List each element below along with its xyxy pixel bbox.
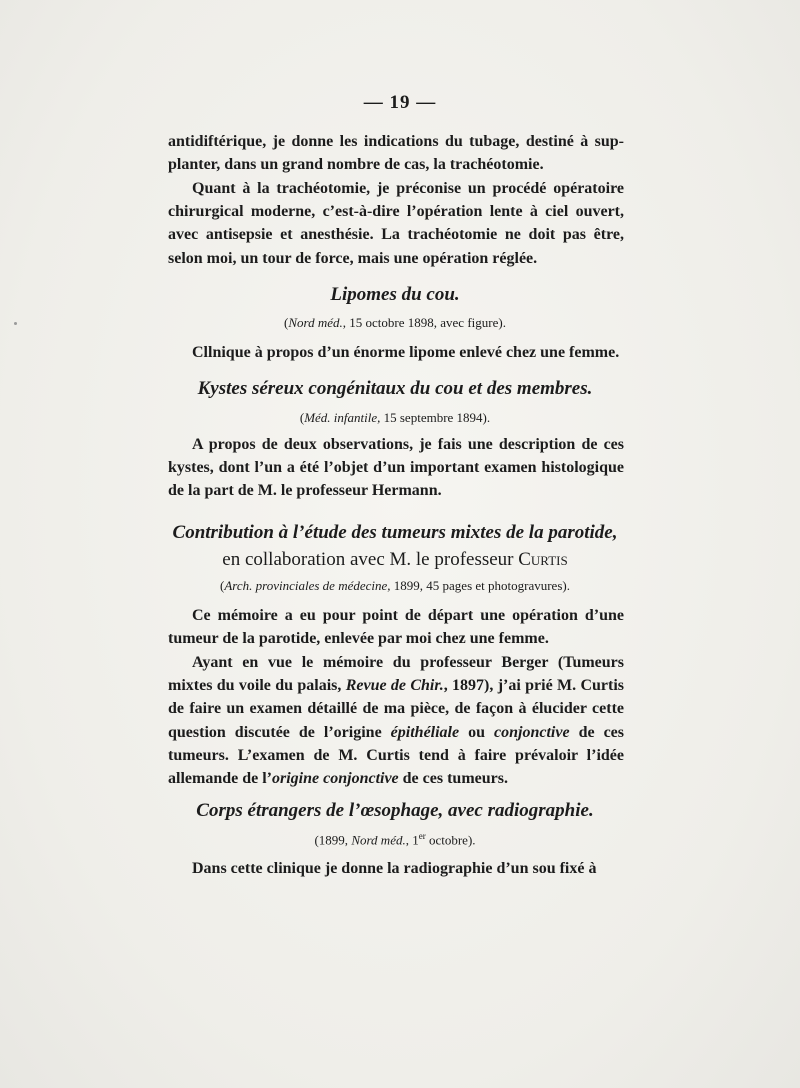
text-segment: ou [459, 723, 495, 741]
ref-open: ( [220, 578, 225, 593]
reference-contribution [160, 578, 630, 594]
ref-journal: Arch. provinciales de médecine, [224, 578, 391, 593]
term-epitheliale: épithéliale [390, 723, 460, 741]
text-segment: , 1897), j’ai prié M. Curtis de faire un examen détaillé de ma pièce, de façon à élucider cette question discutée de l’origine [168, 677, 624, 741]
ref-close: octobre). [425, 832, 476, 848]
ref-rest: 1899, 45 pages et photogravures). [390, 578, 570, 593]
paragraph-kystes: A propos de deux observations, je fais une description de ces kystes, dont l’un a été l’objet d’un important examen histologique de la part de M. le professeur Hermann. [168, 436, 624, 500]
ref-rest: 15 septembre 1894). [380, 410, 491, 425]
section-title-kystes: Kystes séreux congénitaux du cou et des membres. [197, 378, 593, 399]
ref-journal: Nord méd. [351, 832, 406, 848]
ref-sup: er [418, 831, 426, 841]
section-title-lipomes: Lipomes du cou. [330, 284, 460, 305]
journal-revue-chir: Revue de Chir. [345, 677, 444, 695]
reference-lipomes [160, 315, 630, 331]
paragraph-tracheotomie: Quant à la trachéotomie, je préconise un procédé opératoire chirurgical moderne, c’est-à-dire l’opération lente à ciel ouvert, avec antisepsie et anesthésie. La trachéotomie ne doit pas être, selon moi, un tour de force, mais une opération réglée. [168, 180, 624, 267]
section-title-contribution: Contribution à l’étude des tumeurs mixtes de la parotide, [172, 522, 618, 543]
term-conjonctive: conjonctive [494, 723, 570, 741]
text-segment: de ces tumeurs. [398, 770, 508, 788]
text-segment: Ayant en vue le mémoire du professeur Berger (Tumeurs mixtes du voile du palais, [168, 654, 624, 695]
margin-speck [14, 322, 17, 325]
paragraph-memoire: Ce mémoire a eu pour point de départ une opération d’une tumeur de la parotide, enlevée par moi chez une femme. [168, 607, 624, 648]
paragraph-radiographie: Dans cette clinique je donne la radiographie d’un sou fixé à [192, 860, 597, 877]
section-title-corps-etrangers: Corps étrangers de l’œsophage, avec radiographie. [196, 800, 594, 821]
page-number: — 19 — [363, 92, 437, 113]
subtitle-prefix: en collaboration avec M. le professeur [222, 549, 514, 570]
ref-open: (1899, [314, 832, 349, 848]
ref-rest: , 15 octobre 1898, avec figure). [342, 315, 506, 330]
paragraph-lipomes: Cllnique à propos d’un énorme lipome enlevé chez une femme. [192, 344, 620, 361]
ref-rest: , 1 [405, 832, 419, 848]
reference-kystes [160, 410, 630, 426]
ref-open: ( [284, 315, 289, 330]
section-subtitle-collaboration [160, 549, 630, 571]
term-origine-conjonctive: origine conjonctive [272, 770, 399, 788]
ref-open: ( [299, 410, 305, 425]
paragraph-berger [168, 651, 624, 790]
ref-journal: Méd. infantile, [304, 410, 381, 425]
paragraph-tubage: antidiftérique, je donne les indications du tubage, destiné à sup- planter, dans un grand nombre de cas, la trachéotomie. [168, 133, 624, 174]
reference-corps-etrangers [160, 831, 630, 848]
subtitle-name: Curtis [518, 549, 568, 570]
text-segment: de ces tumeurs. L’examen de M. Curtis tend à faire prévaloir l’idée allemande de l’ [168, 723, 624, 788]
ref-journal: Nord méd. [288, 315, 343, 330]
